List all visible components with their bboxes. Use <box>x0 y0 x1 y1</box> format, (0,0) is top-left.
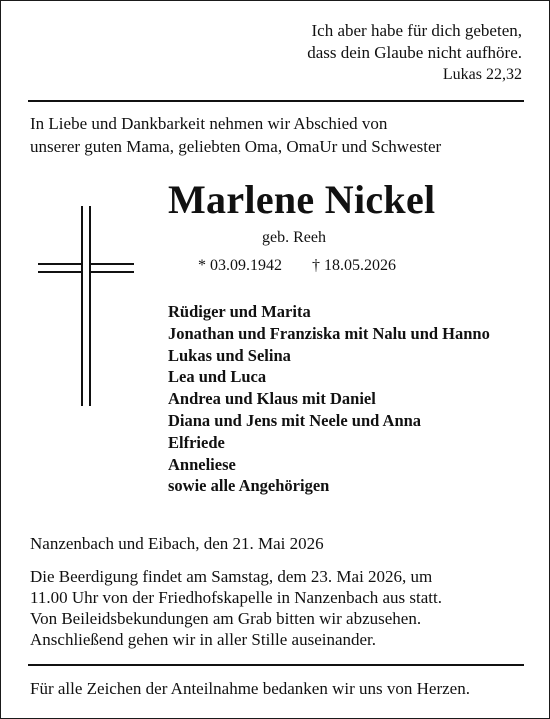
list-item: Lukas und Selina <box>168 345 291 365</box>
intro-line-2: unserer guten Mama, geliebten Oma, OmaUr und Schwester <box>30 137 442 156</box>
verse-line-2: dass dein Glaube nicht aufhöre. <box>307 43 522 62</box>
list-item: Lea und Luca <box>168 367 267 387</box>
intro-line-1: In Liebe und Dankbarkeit nehmen wir Abschied von <box>30 114 388 133</box>
life-dates <box>198 256 396 276</box>
death-date: 18.05.2026 <box>324 257 396 274</box>
birth-star-icon: * <box>198 257 206 274</box>
survivors-list <box>168 301 490 497</box>
funeral-details <box>30 566 530 650</box>
thanks-text: Für alle Zeichen der Anteilnahme bedanken wir uns von Herzen. <box>30 679 470 698</box>
funeral-line-3: Von Beileidsbekundungen am Grab bitten wir abzusehen. <box>30 609 422 628</box>
bible-verse <box>307 20 522 86</box>
list-item: Rüdiger und Marita <box>168 302 311 321</box>
death-cross-icon: † <box>312 257 320 274</box>
intro-text <box>30 112 520 158</box>
birth-name: geb. Reeh <box>262 229 326 246</box>
funeral-line-1: Die Beerdigung findet am Samstag, dem 23. Mai 2026, um <box>30 567 433 586</box>
funeral-line-2: 11.00 Uhr von der Friedhofskapelle in Nanzenbach aus statt. <box>30 588 442 607</box>
bottom-divider <box>28 664 524 666</box>
list-item: Anneliese <box>168 454 236 474</box>
verse-line-1: Ich aber habe für dich gebeten, <box>311 21 522 40</box>
list-item: Andrea und Klaus mit Daniel <box>168 389 376 409</box>
deceased-name: Marlene Nickel <box>168 177 436 222</box>
list-item: Jonathan und Franziska mit Nalu und Hanno <box>168 323 490 343</box>
list-item: sowie alle Angehörigen <box>168 476 330 496</box>
verse-reference: Lukas 22,32 <box>442 66 522 83</box>
place-and-date: Nanzenbach und Eibach, den 21. Mai 2026 <box>30 534 324 553</box>
birth-date: 03.09.1942 <box>210 257 282 274</box>
list-item: Elfriede <box>168 432 225 452</box>
funeral-line-4: Anschließend gehen wir in aller Stille auseinander. <box>30 630 377 649</box>
cross-icon <box>38 206 134 406</box>
list-item: Diana und Jens mit Neele und Anna <box>168 410 422 430</box>
top-divider <box>28 100 524 102</box>
